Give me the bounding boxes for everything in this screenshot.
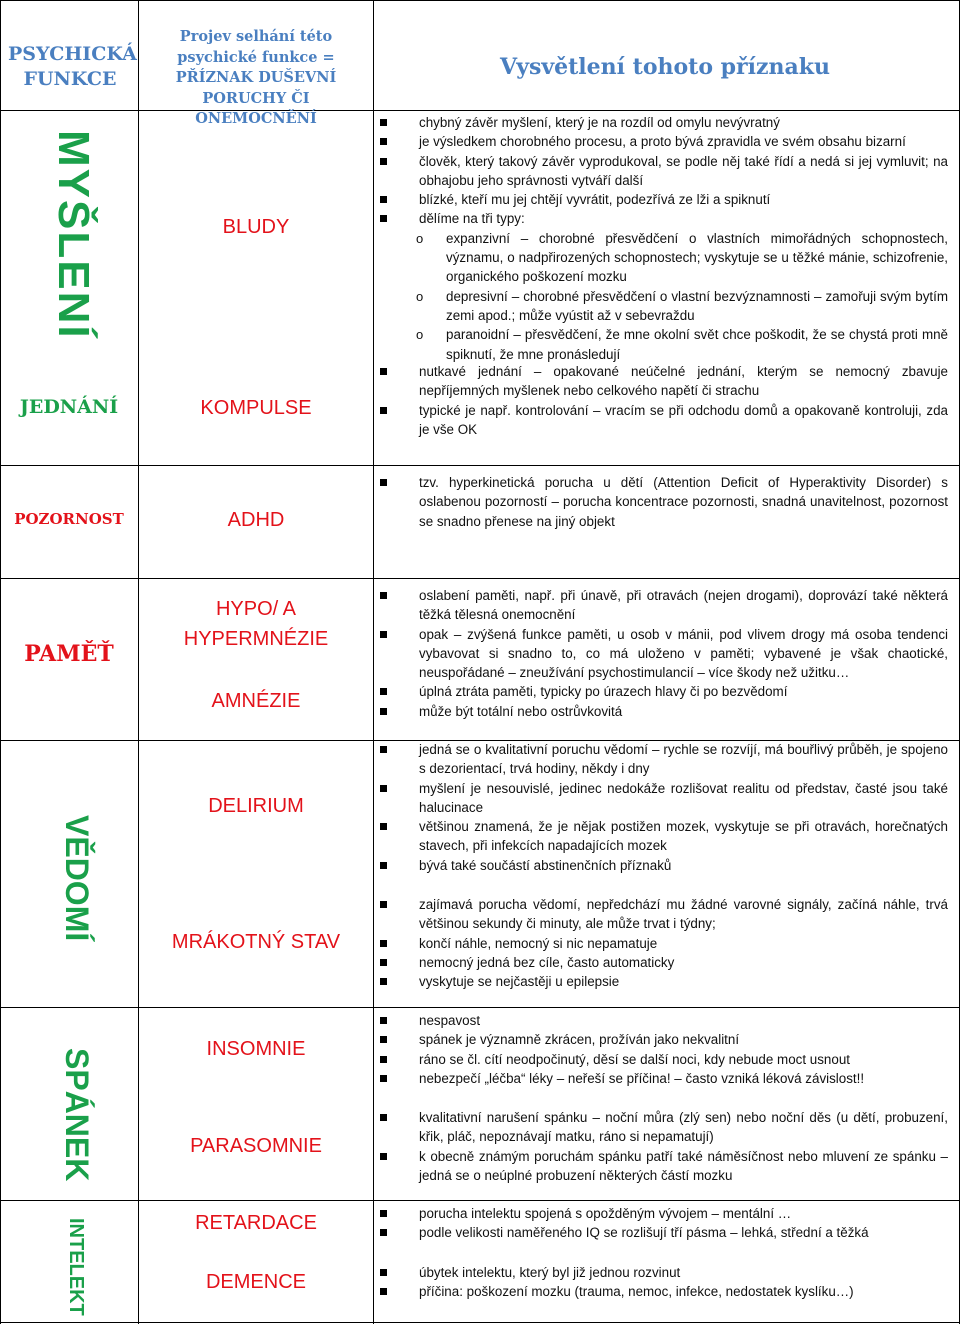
list-item: chybný závěr myšlení, který je na rozdíl od omylu nevývratný — [380, 113, 948, 132]
list-item: oslabení paměti, např. při únavě, při otravách (nejen drogami), doprovází také některá těžká tělesná onemocnění — [380, 586, 948, 625]
list-item: vyskytuje se nejčastěji u epilepsie — [380, 972, 948, 991]
function-intelekt: INTELEKT — [65, 1218, 87, 1316]
explanation-pamet — [380, 586, 948, 721]
list-item: končí náhle, nemocný si nic nepamatuje — [380, 934, 948, 953]
function-pozornost: POZORNOST — [14, 510, 124, 528]
list-item: ráno se čl. cítí neodpočinutý, děsí se další noci, kdy nebude moct usnout — [380, 1050, 948, 1069]
explanation-bludy — [380, 113, 948, 364]
list-item: opak – zvýšená funkce paměti, u osob v mánii, pod vlivem drogy má osoba tendenci vybavovat si snadno to, co má uloženo v paměti; vybavené je však chaotické, neuspořádané – zneužívání psychostimulancií – více škody než užitku… — [380, 625, 948, 683]
disorder-parasomnie: PARASOMNIE — [190, 1135, 322, 1157]
disorder-insomnie: INSOMNIE — [206, 1038, 306, 1060]
list-item: příčina: poškození mozku (trauma, nemoc, infekce, nedostatek kyslíku…) — [380, 1282, 948, 1301]
list-item: typické je např. kontrolování – vracím se při odchodu domů a opakovaně kontroluji, zda je vše OK — [380, 401, 948, 440]
explanation-retardace — [380, 1204, 948, 1243]
list-item: nespavost — [380, 1011, 948, 1030]
list-item: většinou znamená, že je nějak postižen mozek, vyskytuje se při otravách, horečnatých stavech, při infekcích napadajících mozek — [380, 817, 948, 856]
list-item: jedná se o kvalitativní poruchu vědomí – rychle se rozvíjí, má bouřlivý průběh, je spojeno s dezorientací, trvá hodiny, někdy i dny — [380, 740, 948, 779]
list-item: může být totální nebo ostrůvkovitá — [380, 702, 948, 721]
function-vedomi: VĚDOMÍ — [59, 815, 95, 942]
list-item: porucha intelektu spojená s opožděným vývojem – mentální … — [380, 1204, 948, 1223]
list-item: tzv. hyperkinetická porucha u dětí (Attention Deficit of Hyperaktivity Disorder) s oslabenou pozorností – porucha koncentrace pozornosti, snadná unavitelnost, pozornost se snadno přenese na jiný objekt — [380, 473, 948, 531]
list-item: dělíme na tři typy: — [380, 209, 948, 228]
list-item: úbytek intelektu, který byl již jednou rozvinut — [380, 1263, 948, 1282]
function-mysleni: MYŠLENÍ — [49, 130, 98, 340]
explanation-adhd — [380, 473, 948, 531]
sub-list-item: o expanzivní – chorobné přesvědčení o vlastních mimořádných schopnostech, významu, o nadpřirozených schopnostech; vyskytuje se u těžké mánie, schizofrenie, organického poškození mozku — [380, 229, 948, 287]
disorder-amnezie: AMNÉZIE — [211, 690, 301, 712]
disorder-hypermnezie: HYPERMNÉZIE — [183, 628, 329, 650]
explanation-mrakotny-stav — [380, 895, 948, 991]
sub-list-item: o paranoidní – přesvědčení, že mne okolní svět chce poškodit, že se chystá proti mně spiknutí, že mne pronásledují — [380, 325, 948, 364]
sub-list-item: o depresivní – chorobné přesvědčení o vlastní bezvýznamnosti – zamořuji svým bytím zemi apod.; může vyústit až v sebevraždu — [380, 287, 948, 326]
function-jednani: JEDNÁNÍ — [19, 396, 119, 418]
explanation-delirium — [380, 740, 948, 875]
disorder-delirium: DELIRIUM — [208, 795, 304, 817]
disorder-adhd: ADHD — [227, 509, 285, 531]
list-item: k obecně známým poruchám spánku patří také náměsíčnost nebo mluvení ze spánku – jedná se o neúplné probuzení některých částí mozku — [380, 1147, 948, 1186]
list-item: kvalitativní narušení spánku – noční můra (zlý sen) nebo noční děs (u dětí, probuzení, křik, pláč, nepoznávají matku, ráno si nepamatují) — [380, 1108, 948, 1147]
disorder-hypo: HYPO/ A — [215, 598, 297, 620]
list-item: bývá také součástí abstinenčních příznaků — [380, 856, 948, 875]
grid-line — [0, 578, 960, 579]
grid-line — [0, 110, 960, 111]
header-symptom: Projev selhání této psychické funkce = PŘÍZNAK DUŠEVNÍ PORUCHY ČI ONEMOCNĚNÍ — [175, 28, 337, 127]
list-item: člověk, který takový závěr vyprodukoval, se podle něj také řídí a nedá si jej vymluvit; na obhajobu jeho správnosti vytváří další — [380, 152, 948, 191]
disorder-kompulse: KOMPULSE — [200, 397, 312, 419]
list-item: myšlení je nesouvislé, jedinec nedokáže rozlišovat realitu od představ, časté jsou také halucinace — [380, 779, 948, 818]
function-pamet: PAMĚŤ — [24, 641, 114, 667]
list-item: nebezpečí „léčba“ léky – neřeší se příčina! – často vzniká léková závislost!! — [380, 1069, 948, 1088]
list-item: blízké, kteří mu jej chtějí vyvrátit, podezřívá ze lži a spiknutí — [380, 190, 948, 209]
list-item: spánek je významně zkrácen, prožíván jako nekvalitní — [380, 1030, 948, 1049]
disorder-mrakotny-stav: MRÁKOTNÝ STAV — [171, 931, 341, 953]
list-item: zajímavá porucha vědomí, nepředchází mu žádné varovné signály, začíná náhle, trvá většinou sekundy či minuty, ale může trvat i týdny; — [380, 895, 948, 934]
list-item: nutkavé jednání – opakované neúčelné jednání, kterým se nemocný zbavuje nepříjemných myšlenek nebo celkového napětí či strachu — [380, 362, 948, 401]
grid-line — [0, 1200, 960, 1201]
grid-line — [0, 1007, 960, 1008]
function-spanek: SPÁNEK — [59, 1048, 95, 1182]
explanation-parasomnie — [380, 1108, 948, 1185]
disorder-bludy: BLUDY — [222, 216, 290, 238]
grid-line — [0, 0, 960, 1]
disorder-demence: DEMENCE — [205, 1271, 306, 1293]
explanation-kompulse — [380, 362, 948, 439]
grid-line — [138, 0, 139, 1324]
list-item: úplná ztráta paměti, typicky po úrazech hlavy či po bezvědomí — [380, 682, 948, 701]
explanation-insomnie — [380, 1011, 948, 1088]
disorder-retardace: RETARDACE — [195, 1212, 317, 1234]
grid-line — [0, 465, 960, 466]
grid-line — [0, 1322, 960, 1323]
list-item: podle velikosti naměřeného IQ se rozlišují tří pásma – lehká, střední a těžká — [380, 1223, 948, 1242]
header-explanation: Vysvětlení tohoto příznaku — [500, 54, 830, 80]
grid-line — [373, 0, 374, 1324]
list-item: nemocný jedná bez cíle, často automaticky — [380, 953, 948, 972]
header-function: PSYCHICKÁ FUNKCE — [8, 43, 137, 90]
explanation-demence — [380, 1263, 948, 1302]
list-item: je výsledkem chorobného procesu, a proto bývá zpravidla ve svém obsahu bizarní — [380, 132, 948, 151]
